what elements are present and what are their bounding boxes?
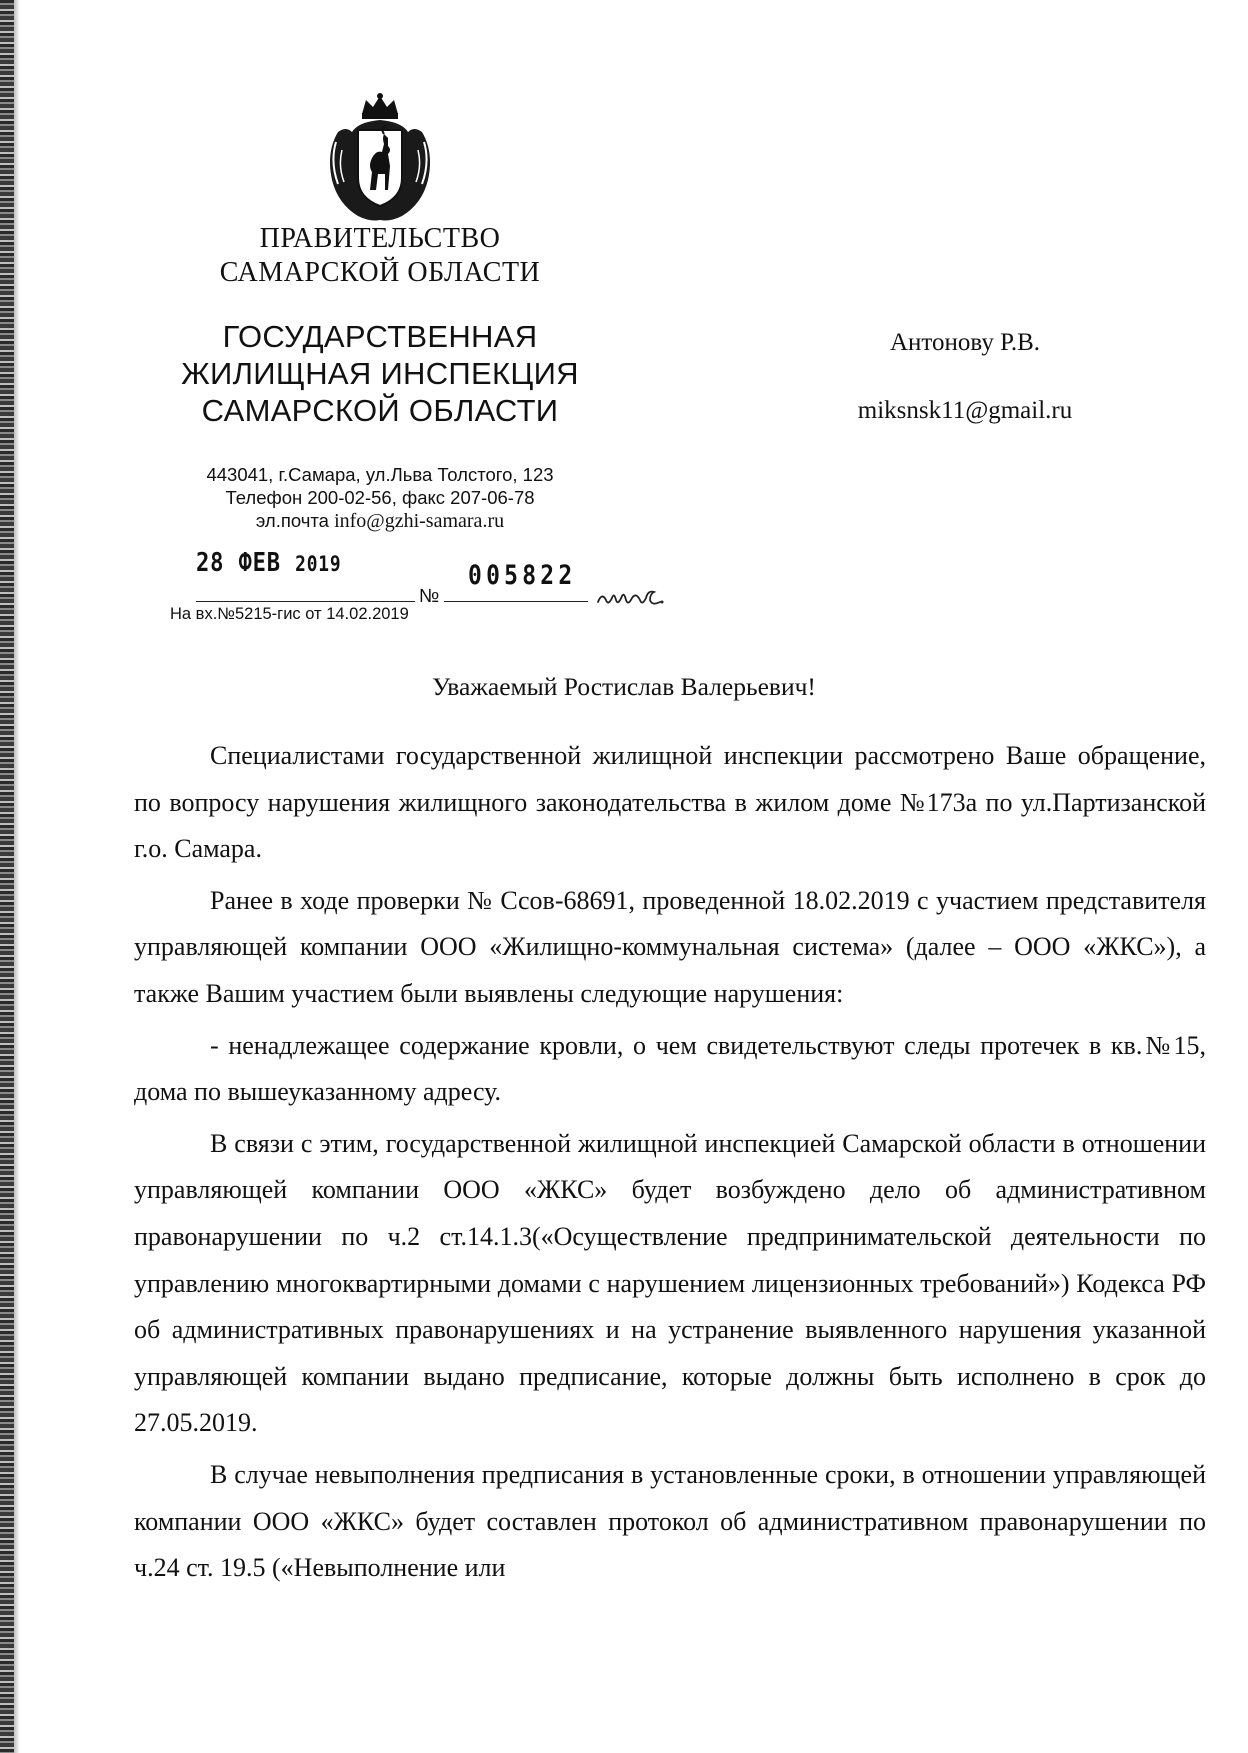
- recipient-email: miksnsk11@gmail.ru: [857, 397, 1073, 424]
- date-day: 28: [196, 548, 225, 578]
- sender-email: info@gzhi-samara.ru: [334, 510, 505, 532]
- government-title-line1: ПРАВИТЕЛЬСТВО: [259, 223, 501, 254]
- body-paragraph: В связи с этим, государственной жилищной инспекцией Самарской области в отношении управляющей компании ООО «ЖКС» будет возбуждено дело об административном правонарушении по ч.2 ст.14.1.3(«Осуществление предпринимательской деятельности по управлению многоквартирными домами с нарушением лицензионных требований») Кодекса РФ об административных правонарушениях и на устранение выявленного нарушения указанной управляющей компании выдано предписание, которые должны быть исполнено в срок до 27.05.2019.: [134, 1128, 1206, 1438]
- incoming-reference: На вх.№5215-гис от 14.02.2019: [170, 605, 409, 623]
- letter-body: [134, 733, 1206, 1597]
- body-paragraph: - ненадлежащее содержание кровли, о чем свидетельствуют следы протечек в кв.№15, дома по вышеуказанному адресу.: [134, 1030, 1206, 1107]
- date-underline: [196, 601, 415, 602]
- sender-address: 443041, г.Самара, ул.Льва Толстого, 123: [206, 464, 554, 485]
- handwritten-suffix: [596, 580, 670, 610]
- samara-coat-of-arms-icon: [318, 92, 442, 224]
- number-label: №: [419, 586, 440, 607]
- sender-phone: Телефон 200-02-56, факс 207-06-78: [225, 487, 535, 508]
- registration-number-stamp: 005822: [468, 560, 577, 591]
- letter-greeting: Уважаемый Ростислав Валерьевич!: [432, 672, 816, 701]
- number-underline: [444, 601, 588, 602]
- date-month: ФЕВ: [238, 548, 281, 578]
- date-year: 2019: [295, 552, 342, 576]
- body-paragraph: В случае невыполнения предписания в установленные сроки, в отношении управляющей компании ООО «ЖКС» будет составлен протокол об административном правонарушении по ч.24 ст. 19.5 («Невыполнение или: [134, 1459, 1206, 1583]
- inspection-title-line1: ГОСУДАРСТВЕННАЯ: [222, 319, 538, 354]
- inspection-title-line2: ЖИЛИЩНАЯ ИНСПЕКЦИЯ: [181, 356, 579, 391]
- registration-date-stamp: [196, 548, 341, 578]
- scan-edge: [0, 0, 14, 1753]
- sender-email-prefix: эл.почта: [255, 510, 335, 531]
- inspection-title-line3: САМАРСКОЙ ОБЛАСТИ: [201, 393, 559, 428]
- sender-email-line: [160, 509, 600, 533]
- body-paragraph: Специалистами государственной жилищной инспекции рассмотрено Ваше обращение, по вопросу нарушения жилищного законодательства в жилом доме №173а по ул.Партизанской г.о. Самара.: [134, 741, 1206, 864]
- government-title-line2: САМАРСКОЙ ОБЛАСТИ: [219, 257, 541, 288]
- body-paragraph: Ранее в ходе проверки № Ссов-68691, проведенной 18.02.2019 с участием представителя управляющей компании ООО «Жилищно-коммунальная система» (далее – ООО «ЖКС»), а также Вашим участием были выявлены следующие нарушения:: [134, 885, 1206, 1008]
- recipient-name: Антонову Р.В.: [889, 329, 1041, 356]
